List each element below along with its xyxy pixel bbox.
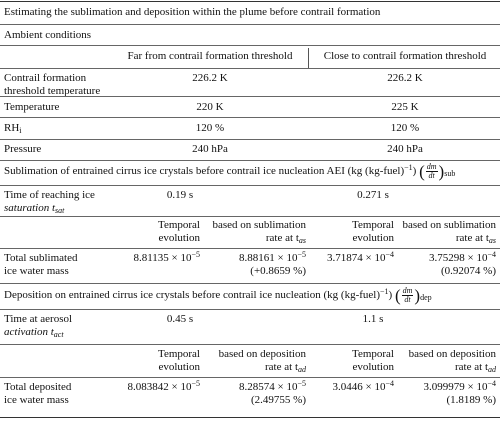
deposition-row-label: Total deposited ice water mass [4, 381, 72, 406]
top-rule [0, 1, 500, 2]
ambient-heading-rule [0, 45, 500, 46]
temperature-far-value: 220 K [196, 101, 224, 113]
table-title: Estimating the sublimation and deposition within the plume before contrail formation [4, 6, 381, 18]
sublimation-col-rate-close: based on sublimation rate at $t_{as}$ [402, 219, 496, 245]
sublimation-close-temporal: $3.71874 \times 10^{-4}$ [327, 250, 394, 264]
sublimation-close-rate: $3.75298 \times 10^{-4}$ (0.92074 %) [429, 250, 496, 277]
deposition-time-label: Time at aerosol activation $t_{act}$ [4, 313, 73, 339]
sublimation-far-rate: $8.88161 \times 10^{-5}$ (+0.8659 %) [239, 250, 306, 277]
pressure-close-value: 240 hPa [387, 143, 423, 155]
deposition-far-temporal: $8.083842 \times 10^{-5}$ [127, 379, 200, 393]
sublimation-row-label: Total sublimated ice water mass [4, 252, 78, 277]
column-far: Far from contrail formation threshold [127, 50, 293, 62]
rhi-rule [0, 139, 500, 140]
sublimation-time-label: Time of reaching ice saturation $t_{sat}$ [4, 189, 95, 215]
deposition-heading-rule [0, 309, 500, 310]
deposition-heading: Deposition on entrained cirrus ice crystals before contrail ice nucleation (kg (kg-fuel)$^{-1}$) ( $\frac{dm}{dt}$ )$_{dep}$ [4, 286, 432, 305]
rhi-close-value: 120 % [390, 122, 420, 134]
sublimation-heading-rule [0, 185, 500, 186]
deposition-cols-rule [0, 377, 500, 378]
row-label-rhi: $RH_i$ [4, 122, 22, 135]
deposition-time-far: 0.45 s [166, 313, 194, 325]
column-divider [308, 48, 309, 68]
ambient-heading: Ambient conditions [4, 29, 92, 41]
pressure-rule [0, 160, 500, 161]
sublimation-col-temporal-close: Temporal evolution [352, 219, 394, 244]
sublimation-far-temporal: $8.81135 \times 10^{-5}$ [133, 250, 200, 264]
sublimation-cols-rule [0, 248, 500, 249]
deposition-far-rate: $8.28574 \times 10^{-5}$ (2.49755 %) [239, 379, 306, 406]
pressure-far-value: 240 hPa [192, 143, 228, 155]
ambient-columns-rule [0, 68, 500, 69]
row-label-pressure: Pressure [4, 143, 42, 155]
temperature-close-value: 225 K [391, 101, 419, 113]
title-rule [0, 24, 500, 25]
sublimation-time-far: 0.19 s [166, 189, 194, 201]
deposition-time-rule [0, 344, 500, 345]
threshold-close-value: 226.2 K [387, 72, 423, 84]
temperature-rule [0, 117, 500, 118]
column-close: Close to contrail formation threshold [323, 50, 487, 62]
deposition-col-temporal-close: Temporal evolution [352, 348, 394, 373]
sublimation-time-close: 0.271 s [357, 189, 389, 201]
row-label-threshold: Contrail formation threshold temperature [4, 72, 101, 97]
deposition-close-temporal: $3.0446 \times 10^{-4}$ [332, 379, 394, 393]
deposition-col-rate-far: based on deposition rate at $t_{ad}$ [218, 348, 306, 374]
rhi-far-value: 120 % [195, 122, 225, 134]
threshold-rule [0, 96, 500, 97]
sublimation-col-rate-far: based on sublimation rate at $t_{as}$ [212, 219, 306, 245]
bottom-rule [0, 417, 500, 418]
row-label-temperature: Temperature [4, 101, 60, 113]
dm-dt-fraction: $\frac{dm}{dt}$ [402, 286, 413, 304]
deposition-time-close: 1.1 s [362, 313, 384, 325]
sublimation-col-temporal-far: Temporal evolution [158, 219, 200, 244]
sublimation-time-rule [0, 216, 500, 217]
threshold-far-value: 226.2 K [192, 72, 228, 84]
deposition-col-temporal-far: Temporal evolution [158, 348, 200, 373]
sublimation-values-rule [0, 283, 500, 284]
sublimation-heading: Sublimation of entrained cirrus ice crystals before contrail ice nucleation AEI (kg (kg-fuel)$^{-1}$) ( $\frac{dm}{dt}$ )$_{sub}$ [4, 162, 456, 181]
deposition-close-rate: $3.099979 \times 10^{-4}$ (1.8189 %) [423, 379, 496, 406]
dm-dt-fraction: $\frac{dm}{dt}$ [426, 162, 437, 180]
deposition-col-rate-close: based on deposition rate at $t_{ad}$ [408, 348, 496, 374]
